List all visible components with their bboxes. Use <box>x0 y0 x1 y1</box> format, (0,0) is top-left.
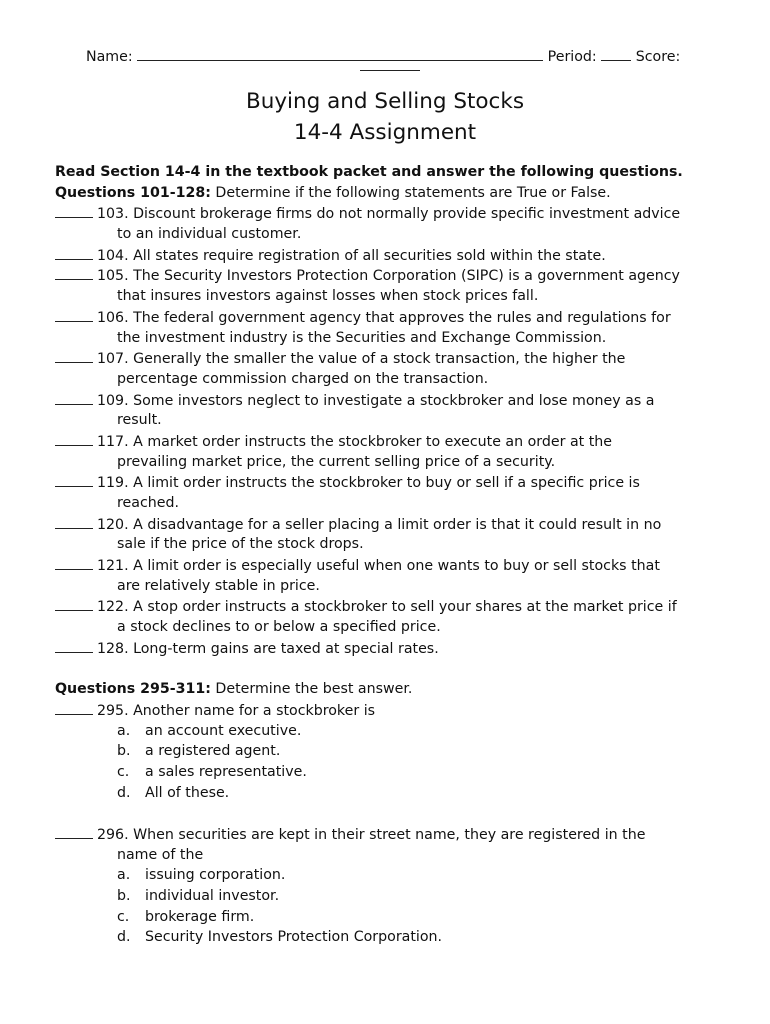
worksheet-content <box>55 162 735 948</box>
section2-heading-row <box>55 679 735 700</box>
question-row <box>55 638 735 659</box>
section1-heading: Questions 101-128: <box>55 184 211 201</box>
section2-heading: Questions 295-311: <box>55 681 211 698</box>
question-continuation <box>55 369 735 390</box>
option-text: brokerage firm. <box>145 908 255 925</box>
question-text: 109. Some investors neglect to investigate a stockbroker and lose money as a <box>97 392 655 409</box>
question-text: 122. A stop order instructs a stockbroker to sell your shares at the market price if <box>97 599 677 616</box>
option-letter: d. <box>117 784 131 801</box>
question-text: are relatively stable in price. <box>117 577 320 594</box>
instructions: Read Section 14-4 in the textbook packet and answer the following questions. <box>55 164 683 180</box>
answer-option <box>55 783 735 804</box>
answer-blank[interactable] <box>55 596 93 611</box>
score-label: Score: <box>635 49 681 65</box>
question-continuation <box>55 328 735 349</box>
question-text: 295. Another name for a stockbroker is <box>97 702 376 719</box>
question-text: that insures investors against losses when stock prices fall. <box>117 288 539 305</box>
answer-blank[interactable] <box>55 307 93 322</box>
question-text: a stock declines to or below a specified price. <box>117 619 441 636</box>
question-text: 296. When securities are kept in their street name, they are registered in the <box>97 827 646 843</box>
answer-blank[interactable] <box>55 638 93 653</box>
question-text: 117. A market order instructs the stockbroker to execute an order at the <box>97 433 613 450</box>
section2-directions: Determine the best answer. <box>215 681 413 698</box>
option-text: individual investor. <box>145 888 280 905</box>
option-letter: a. <box>117 867 131 884</box>
answer-blank[interactable] <box>55 390 93 405</box>
section1-directions: Determine if the following statements are True or False. <box>215 184 611 201</box>
answer-option <box>55 721 735 742</box>
period-blank[interactable] <box>601 46 631 61</box>
section1-heading-row <box>55 183 735 204</box>
section2-items <box>55 700 735 948</box>
spacer <box>55 659 735 680</box>
question-text: 104. All states require registration of all securities sold within the state. <box>97 247 606 264</box>
question-continuation <box>55 493 735 514</box>
question-text: 119. A limit order instructs the stockbroker to buy or sell if a specific price is <box>97 475 640 492</box>
answer-blank[interactable] <box>55 203 93 218</box>
question-text: result. <box>117 412 162 429</box>
question-text: sale if the price of the stock drops. <box>117 536 364 553</box>
question-continuation <box>55 452 735 473</box>
question-text: 103. Discount brokerage firms do not normally provide specific investment advice <box>97 206 681 223</box>
question-row <box>55 472 735 493</box>
question-continuation <box>55 576 735 597</box>
option-text: issuing corporation. <box>145 867 286 884</box>
question-row <box>55 348 735 369</box>
question-continuation <box>55 286 735 307</box>
question-row <box>55 700 735 721</box>
option-text: a registered agent. <box>145 743 281 760</box>
question-text: 120. A disadvantage for a seller placing a limit order is that it could result in no <box>97 516 662 533</box>
question-text: 105. The Security Investors Protection Corporation (SIPC) is a government agency <box>97 268 680 285</box>
question-text: name of the <box>117 846 204 863</box>
question-text: reached. <box>117 495 179 511</box>
question-continuation <box>55 617 735 638</box>
question-row <box>55 596 735 617</box>
question-text: 121. A limit order is especially useful when one wants to buy or sell stocks that <box>97 558 660 575</box>
score-blank[interactable] <box>360 70 420 71</box>
question-text: 106. The federal government agency that approves the rules and regulations for <box>97 309 671 326</box>
spacer <box>55 803 735 824</box>
option-letter: b. <box>117 743 131 760</box>
option-text: Security Investors Protection Corporation. <box>145 929 443 946</box>
answer-blank[interactable] <box>55 348 93 363</box>
section1-items <box>55 203 735 658</box>
answer-blank[interactable] <box>55 265 93 280</box>
question-row <box>55 824 735 845</box>
question-row <box>55 390 735 411</box>
title-line-1: Buying and Selling Stocks <box>245 89 525 114</box>
answer-option <box>55 907 735 928</box>
option-letter: b. <box>117 888 131 905</box>
question-continuation <box>55 410 735 431</box>
option-text: an account executive. <box>145 722 302 739</box>
question-text: percentage commission charged on the transaction. <box>117 370 489 387</box>
question-row <box>55 514 735 535</box>
period-label: Period: <box>547 49 597 65</box>
question-row <box>55 245 735 266</box>
question-continuation <box>55 845 735 866</box>
header-line <box>86 46 706 67</box>
name-label: Name: <box>86 49 133 65</box>
question-row <box>55 203 735 224</box>
name-blank[interactable] <box>137 46 543 61</box>
question-row <box>55 555 735 576</box>
answer-blank[interactable] <box>55 431 93 446</box>
question-text: prevailing market price, the current selling price of a security. <box>117 453 556 470</box>
answer-option <box>55 927 735 948</box>
option-letter: c. <box>117 763 130 780</box>
answer-option <box>55 886 735 907</box>
answer-blank[interactable] <box>55 824 93 839</box>
question-text: the investment industry is the Securities and Exchange Commission. <box>117 329 607 346</box>
title-line-2: 14-4 Assignment <box>293 120 477 145</box>
option-letter: a. <box>117 722 131 739</box>
question-continuation <box>55 534 735 555</box>
question-text: to an individual customer. <box>117 226 302 243</box>
question-row <box>55 265 735 286</box>
question-text: 107. Generally the smaller the value of a stock transaction, the higher the <box>97 351 626 368</box>
answer-blank[interactable] <box>55 555 93 570</box>
answer-blank[interactable] <box>55 700 93 715</box>
answer-option <box>55 741 735 762</box>
answer-blank[interactable] <box>55 472 93 487</box>
option-text: All of these. <box>145 784 230 801</box>
question-row <box>55 431 735 452</box>
answer-blank[interactable] <box>55 245 93 260</box>
option-text: a sales representative. <box>145 763 307 780</box>
answer-option <box>55 762 735 783</box>
answer-option <box>55 865 735 886</box>
option-letter: c. <box>117 908 130 925</box>
answer-blank[interactable] <box>55 514 93 529</box>
question-text: 128. Long-term gains are taxed at special rates. <box>97 640 439 657</box>
question-continuation <box>55 224 735 245</box>
question-row <box>55 307 735 328</box>
option-letter: d. <box>117 929 131 946</box>
